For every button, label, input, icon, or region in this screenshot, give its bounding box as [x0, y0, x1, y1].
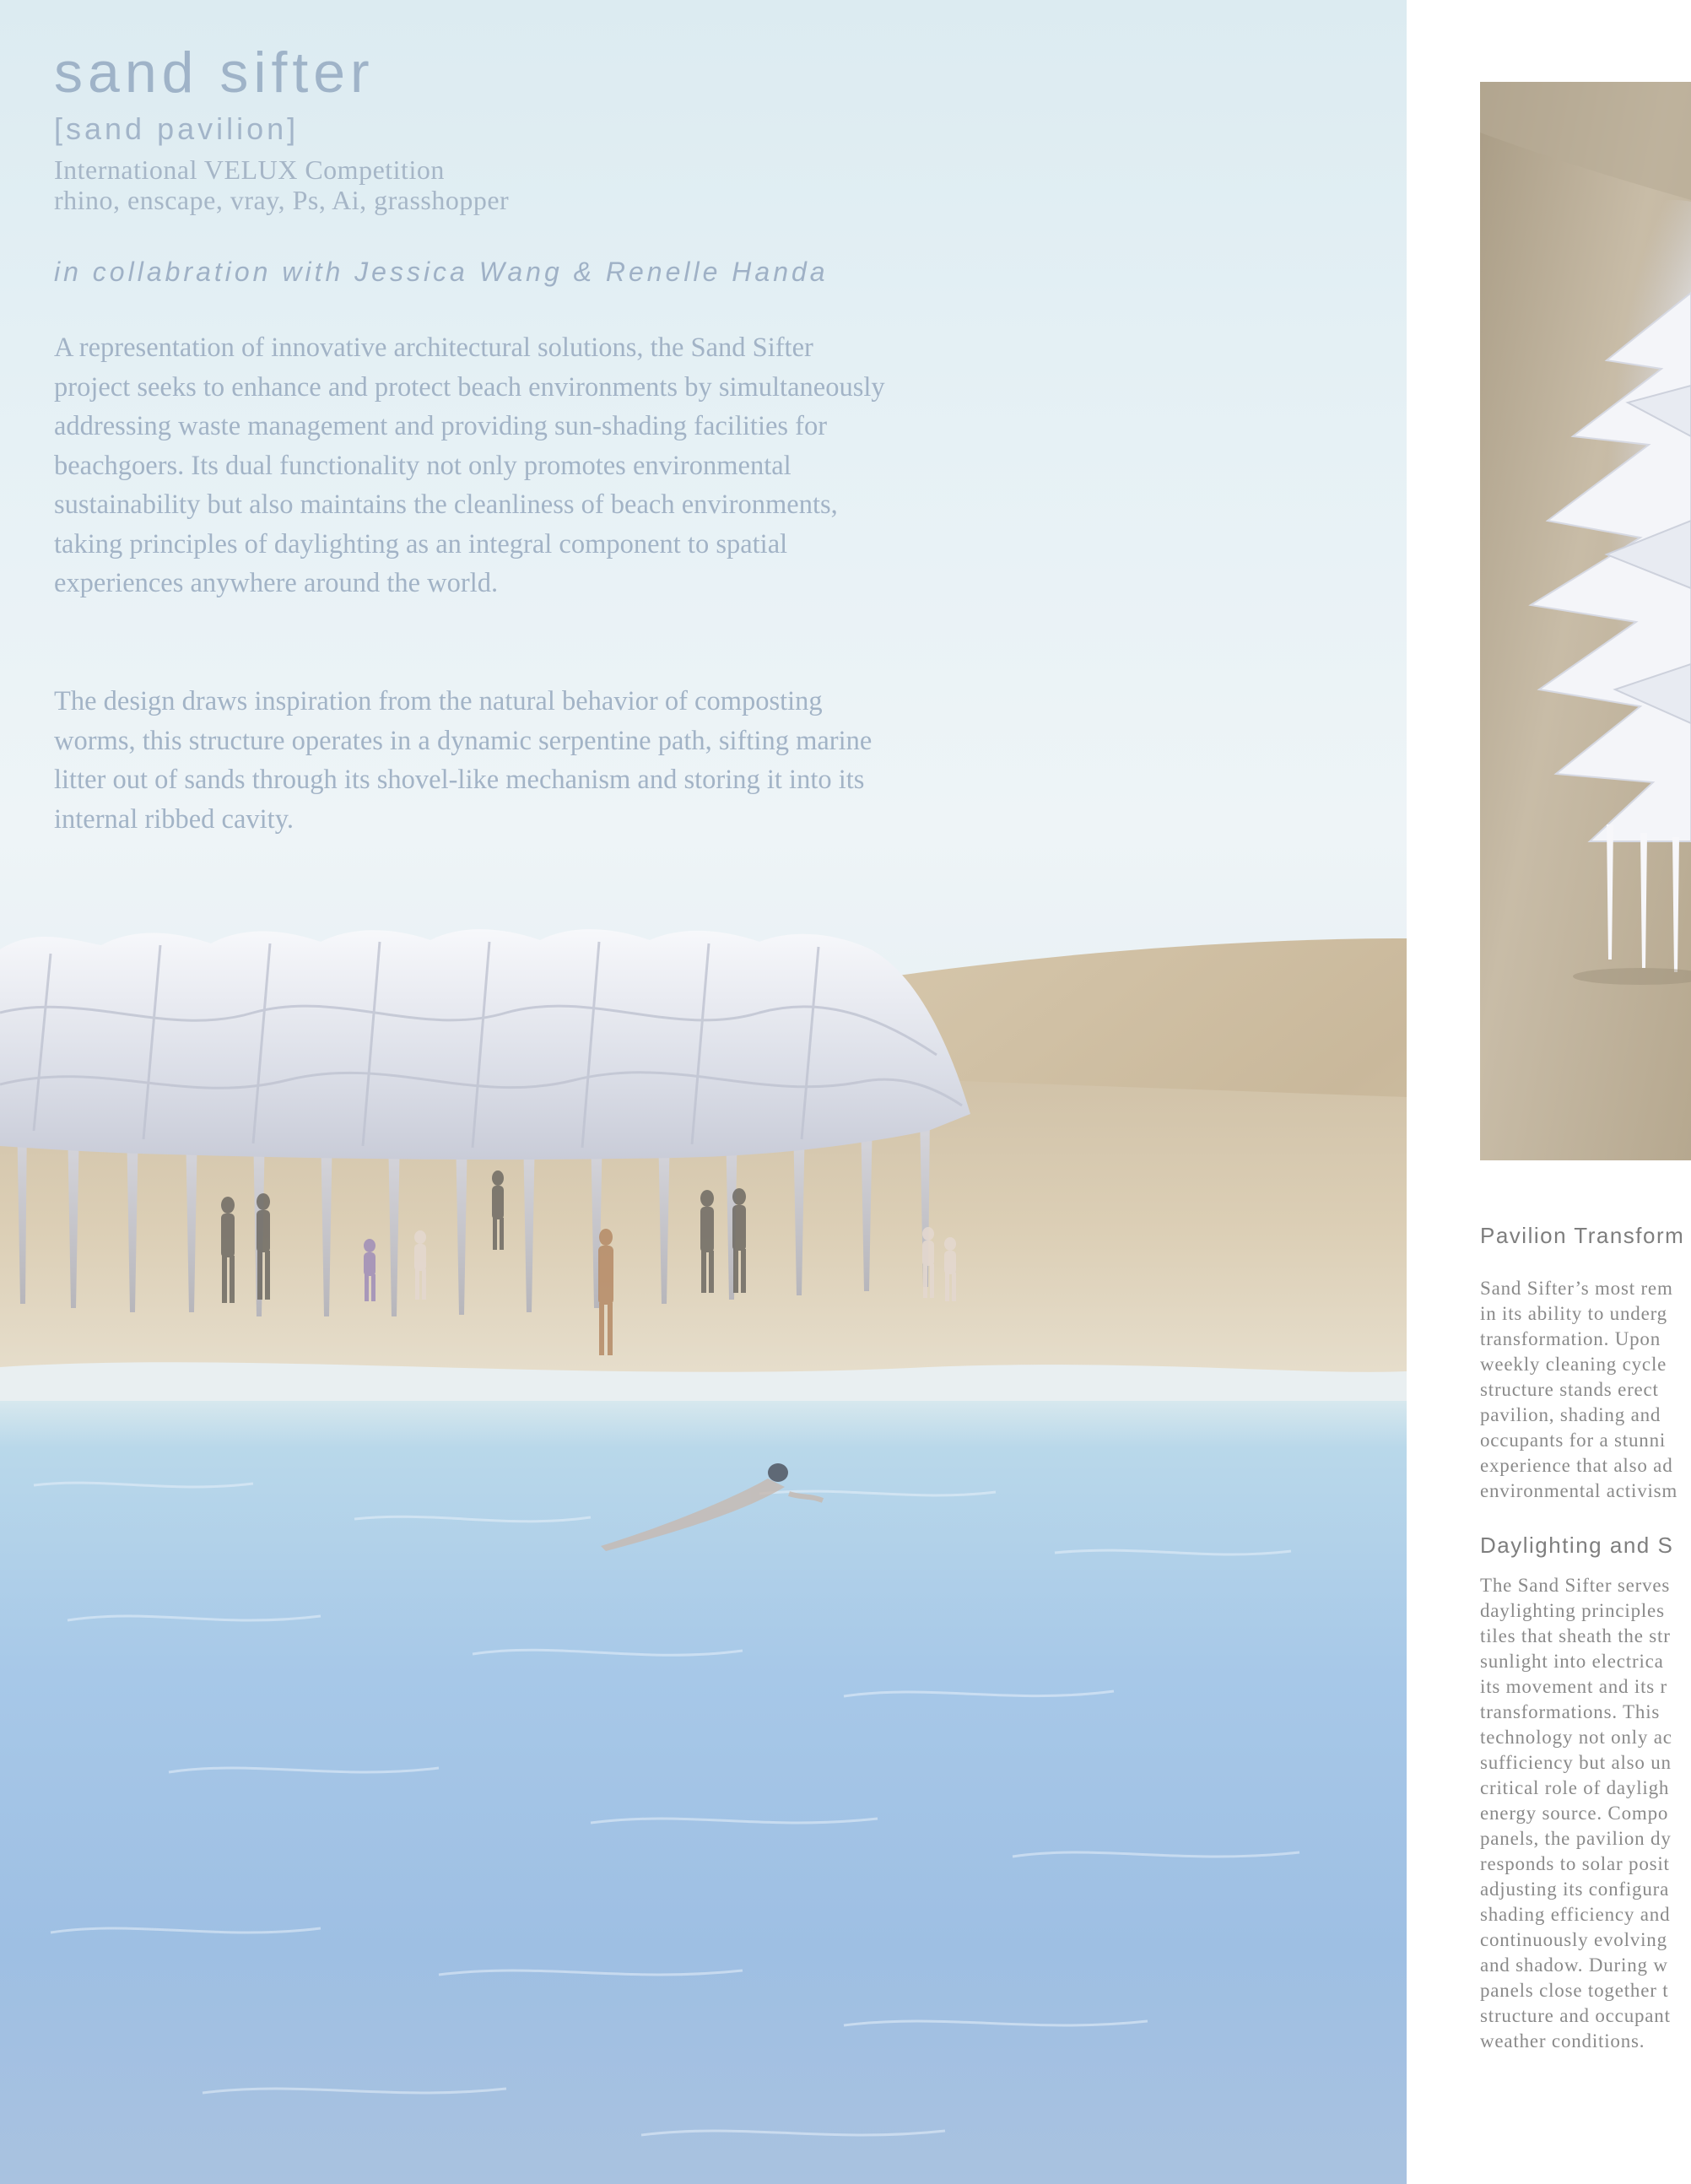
body-line: energy source. Compo [1480, 1803, 1669, 1824]
section-body-daylighting [1480, 1573, 1691, 2054]
body-line: in its ability to underg [1480, 1303, 1667, 1324]
body-line: transformations. This [1480, 1701, 1661, 1722]
body-line: tiles that sheath the str [1480, 1625, 1671, 1646]
body-line: environmental activism [1480, 1480, 1678, 1501]
body-line: continuously evolving [1480, 1929, 1667, 1950]
body-line: adjusting its configura [1480, 1879, 1670, 1900]
project-subtitle: [sand pavilion] [54, 111, 300, 146]
body-line: its movement and its r [1480, 1676, 1668, 1697]
body-line: transformation. Upon [1480, 1328, 1661, 1349]
project-meta [54, 154, 509, 215]
body-line: panels, the pavilion dy [1480, 1828, 1672, 1849]
intro-paragraph-2: The design draws inspiration from the natural behavior of composting worms, this structure operates in a dynamic serpentine path, sifting marine litter out of sands through its shovel-like mechanism and storing it into its internal ribbed cavity. [54, 686, 873, 835]
body-line: and shadow. During w [1480, 1954, 1668, 1976]
body-line: sufficiency but also un [1480, 1752, 1672, 1773]
pavilion-closeup-rendering [1480, 82, 1691, 1160]
body-line: experience that also ad [1480, 1455, 1673, 1476]
body-line: daylighting principles [1480, 1600, 1665, 1621]
intro-paragraph-1: A representation of innovative architectural solutions, the Sand Sifter project seeks to enhance and protect beach environments by simultaneously addressing waste management and providing sun-shading facilities for beachgoers. Its dual functionality not only promotes environmental sustainability but also maintains the cleanliness of beach environments, taking principles of daylighting as an integral component to spatial experiences anywhere around the world. [54, 332, 885, 598]
body-line: weather conditions. [1480, 2030, 1645, 2052]
body-line: occupants for a stunni [1480, 1430, 1667, 1451]
body-line: structure stands erect [1480, 1379, 1659, 1400]
project-title: sand sifter [54, 41, 375, 105]
body-line: technology not only ac [1480, 1727, 1672, 1748]
body-line: weekly cleaning cycle [1480, 1354, 1667, 1375]
body-line: sunlight into electrica [1480, 1651, 1664, 1672]
section-title-daylighting: Daylighting and S [1480, 1533, 1674, 1558]
competition-name: International VELUX Competition [54, 154, 445, 185]
body-line: The Sand Sifter serves [1480, 1575, 1671, 1596]
body-line: panels close together t [1480, 1980, 1669, 2001]
body-line: structure and occupant [1480, 2005, 1671, 2026]
body-line: Sand Sifter’s most rem [1480, 1278, 1673, 1299]
body-line: shading efficiency and [1480, 1904, 1671, 1925]
software-list: rhino, enscape, vray, Ps, Ai, grasshopper [54, 185, 510, 215]
collaboration-credit: in collabration with Jessica Wang & Renelle Handa [54, 257, 829, 287]
body-line: responds to solar posit [1480, 1853, 1670, 1874]
section-title-pavilion-transform: Pavilion Transform [1480, 1223, 1685, 1248]
section-body-pavilion-transform [1480, 1276, 1691, 1504]
body-line: pavilion, shading and [1480, 1404, 1661, 1425]
pavilion-closeup-illustration [1480, 82, 1691, 1160]
body-line: critical role of dayligh [1480, 1777, 1670, 1798]
